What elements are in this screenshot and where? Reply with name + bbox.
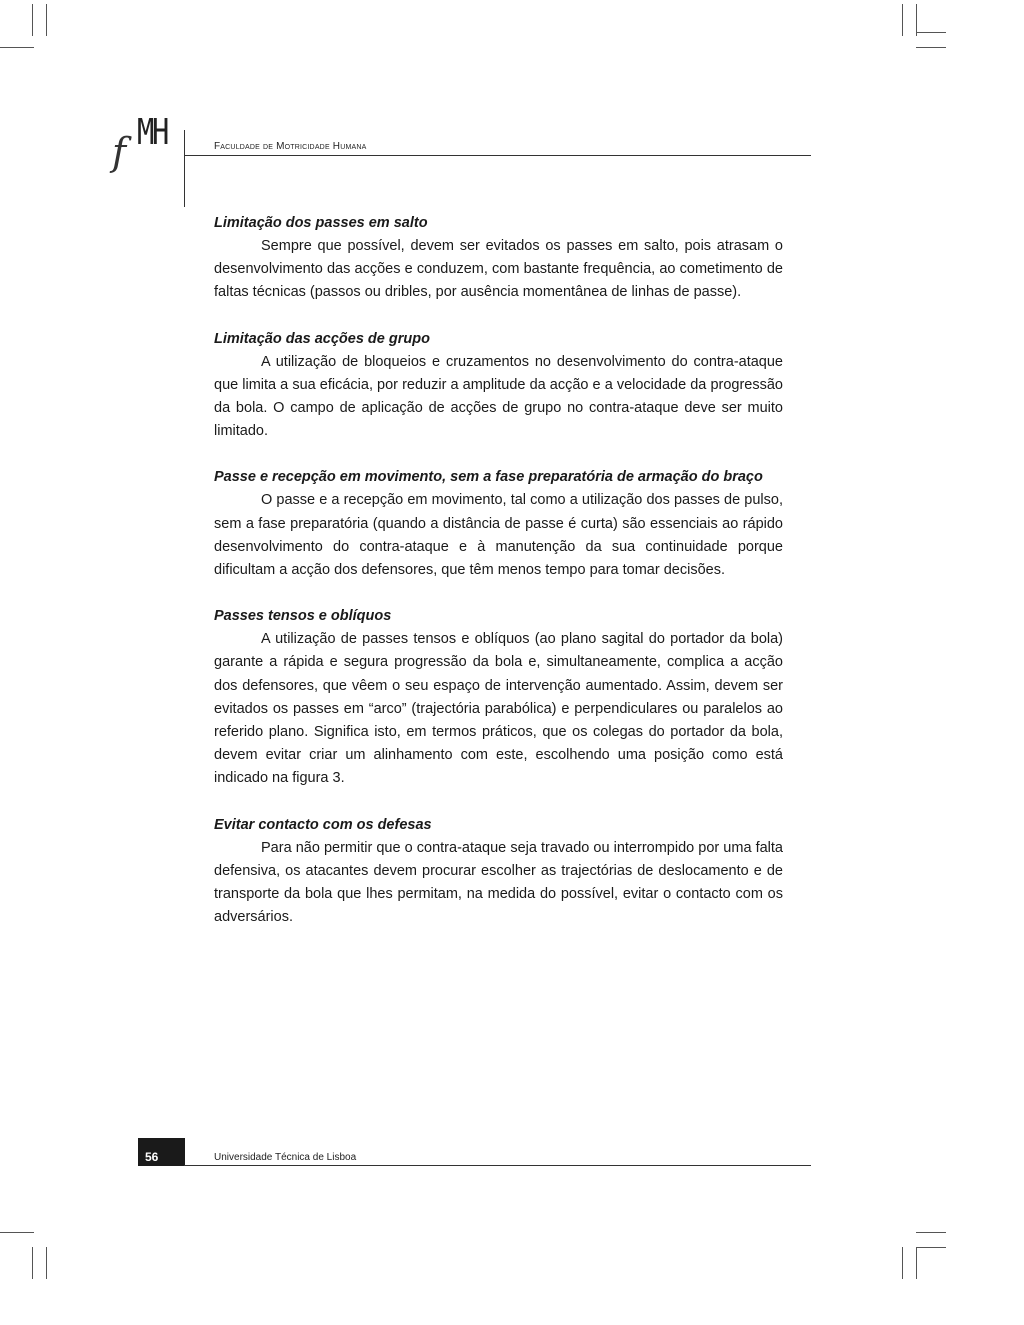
crop-mark (0, 47, 34, 48)
section-paragraph: A utilização de bloqueios e cruzamentos no desenvolvimento do contra-ataque que limita a sua eficácia, por reduzir a amplitude da acção e a velocidade da progressão da bola. O campo de aplicação de acções de grupo no contra-ataque deve ser muito limitado. (214, 353, 783, 440)
running-footer: Universidade Técnica de Lisboa (214, 1152, 357, 1163)
section-paragraph: O passe e a recepção em movimento, tal como a utilização dos passes de pulso, sem a fase preparatória (quando a distância de passe é curta) são essenciais ao rápido desenvolvimento do contra-ataque e à manutenção da sua continuidade porque dificultam a acção dos defensores, que têm menos tempo para tomar decisões. (214, 492, 783, 579)
crop-mark (902, 4, 903, 36)
crop-mark (916, 1247, 946, 1248)
logo-letter: f (112, 130, 127, 174)
section-paragraph: Para não permitir que o contra-ataque seja travado ou interrompido por uma falta defensiva, os atacantes devem procurar escolher as trajectórias de deslocamento e de transporte da bola que lhes permitam, na medida do possível, evitar o contacto com os adversários. (214, 839, 783, 926)
crop-mark (32, 4, 33, 36)
crop-mark (916, 32, 946, 33)
header-divider-vertical (184, 130, 185, 207)
section-heading: Passe e recepção em movimento, sem a fase preparatória de armação do braço (214, 469, 763, 486)
section-paragraph: A utilização de passes tensos e oblíquos (ao plano sagital do portador da bola) garante a rápida e segura progressão da bola e, simultaneamente, complica a acção dos defensores, que vêem o seu espaço de intervenção aumentado. Assim, devem ser evitados os passes em “arco” (trajectória parabólica) e perpendiculares ou paralelos ao referido plano. Significa isto, em termos práticos, que os colegas do portador da bola, devem evitar criar um alinhamento com este, escolhendo uma posição como está indicado na figura 3. (214, 631, 783, 787)
header-rule (184, 155, 811, 156)
section (214, 328, 783, 444)
crop-mark (46, 1247, 47, 1279)
section (214, 212, 783, 305)
section (214, 814, 783, 930)
crop-mark (916, 1232, 946, 1233)
crop-mark (916, 47, 946, 48)
crop-mark (902, 1247, 903, 1279)
footer-rule (184, 1165, 811, 1166)
section (214, 466, 783, 582)
crop-mark (916, 1247, 917, 1279)
section-heading: Limitação dos passes em salto (214, 215, 428, 231)
section-heading: Limitação das acções de grupo (214, 330, 430, 347)
section-paragraph: Sempre que possível, devem ser evitados os passes em salto, pois atrasam o desenvolvimento das acções e conduzem, com bastante frequência, ao cometimento de faltas técnicas (passos ou dribles, por ausência momentânea de linhas de passe). (214, 238, 783, 301)
section-heading: Passes tensos e oblíquos (214, 608, 392, 625)
crop-mark (46, 4, 47, 36)
section-heading: Evitar contacto com os defesas (214, 816, 432, 833)
section (214, 605, 783, 790)
crop-mark (32, 1247, 33, 1279)
running-header: Faculdade de Motricidade Humana (214, 141, 367, 152)
logo-mark: MH (137, 112, 167, 153)
crop-mark (0, 1232, 34, 1233)
page-number: 56 (138, 1138, 185, 1166)
page-body (214, 212, 783, 952)
